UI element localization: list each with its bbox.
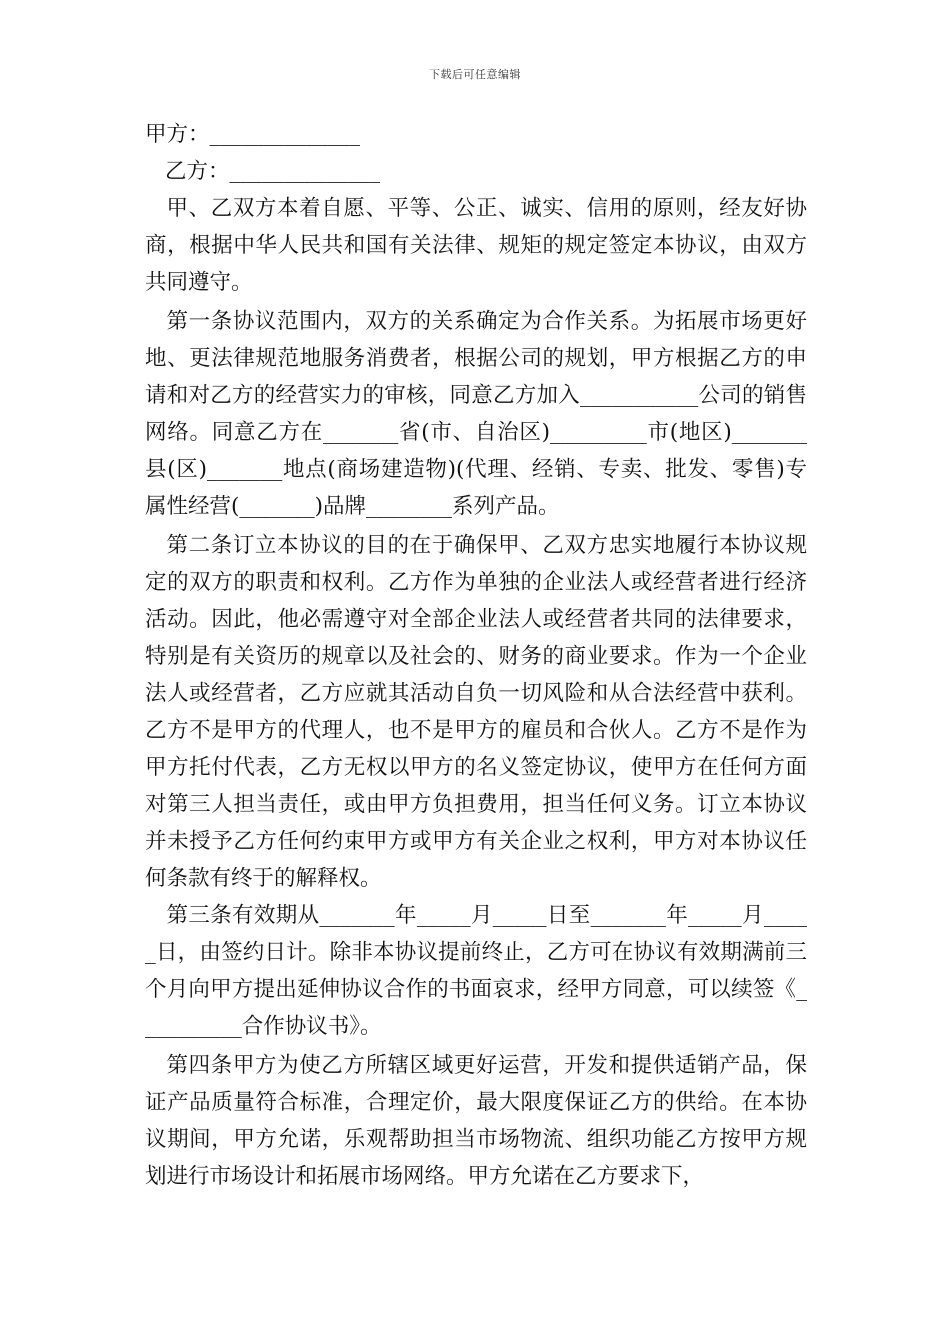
party-a-line: 甲方：______________ xyxy=(145,122,361,147)
paragraph-article-3: 第三条有效期从_______年_____月_____日至_______年_____月_____日，由签约日计。除非本协议提前终止，乙方可在协议有效期满前三个月向甲方提出延伸协议合作的书面哀求，经甲方同意，可以续签《__________合作协议书》。 xyxy=(145,903,807,1039)
party-b-line: 乙方：______________ xyxy=(165,159,381,184)
paragraph-article-4: 第四条甲方为使乙方所辖区域更好运营，开发和提供适销产品，保证产品质量符合标准，合理定价，最大限度保证乙方的供给。在本协议期间，甲方允诺，乐观帮助担当市场物流、组织功能乙方按甲方规划进行市场设计和拓展市场网络。甲方允诺在乙方要求下， xyxy=(145,1053,807,1189)
document-body xyxy=(145,116,807,1195)
paragraph-article-2: 第二条订立本协议的目的在于确保甲、乙双方忠实地履行本协议规定的双方的职责和权利。乙方作为单独的企业法人或经营者进行经济活动。因此，他必需遵守对全部企业法人或经营者共同的法律要求，特别是有关资历的规章以及社会的、财务的商业要求。作为一个企业法人或经营者，乙方应就其活动自负一切风险和从合法经营中获利。乙方不是甲方的代理人，也不是甲方的雇员和合伙人。乙方不是作为甲方托付代表，乙方无权以甲方的名义签定协议，使甲方在任何方面对第三人担当责任，或由甲方负担费用，担当任何义务。订立本协议并未授予乙方任何约束甲方或甲方有关企业之权利，甲方对本协议任何条款有终于的解释权。 xyxy=(145,533,807,891)
page-header-note: 下载后可任意编辑 xyxy=(429,68,521,81)
paragraph-article-1: 第一条协议范围内，双方的关系确定为合作关系。为拓展市场更好地、更法律规范地服务消费者，根据公司的规划，甲方根据乙方的申请和对乙方的经营实力的审核，同意乙方加入___________公司的销售网络。同意乙方在_______省(市、自治区)_________市(地区)_______县(区)_______地点(商场建造物)(代理、经销、专卖、批发、零售)专属性经营(_______)品牌________系列产品。 xyxy=(145,309,807,519)
paragraph-intro: 甲、乙双方本着自愿、平等、公正、诚实、信用的原则，经友好协商，根据中华人民共和国有关法律、规矩的规定签定本协议，由双方共同遵守。 xyxy=(145,196,807,295)
